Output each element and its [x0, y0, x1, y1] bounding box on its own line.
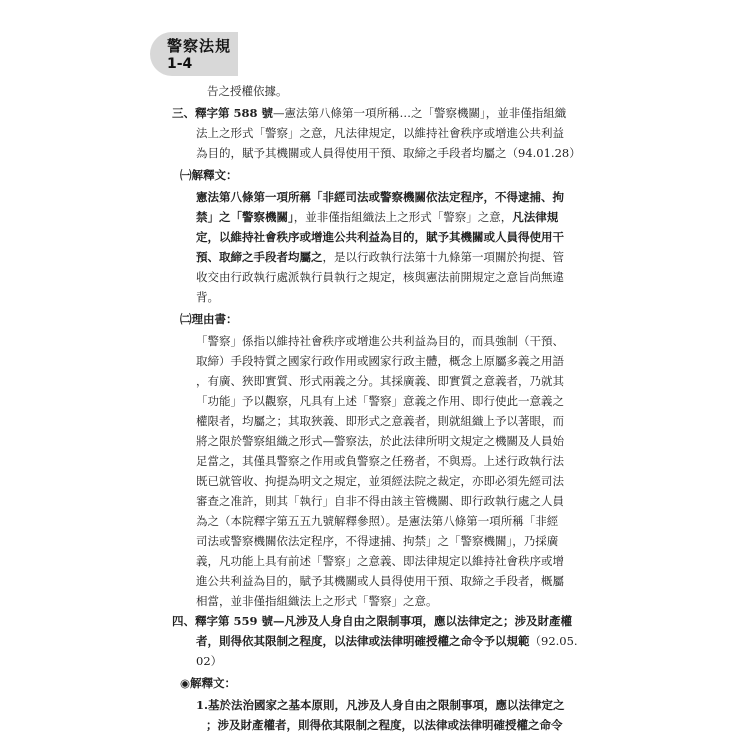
item3-subheading-reasoning: ㈡理由書： — [180, 312, 238, 326]
reasoning-line: 「功能」予以觀察，凡具有上述「警察」意義之作用、即行使此一意義之 — [196, 394, 564, 408]
item3-line-1 — [172, 104, 566, 122]
item4-line-2 — [196, 632, 578, 650]
reasoning-line: ，有廣、狹即實質、形式兩義之分。其採廣義、即實質之意義者，乃就其 — [196, 374, 564, 388]
item4-line1-text: —凡涉及人身自由之限制事項，應以法律定之；涉及財產權 — [273, 614, 573, 628]
item3-interp-line-3 — [196, 228, 564, 246]
item3-subheading-interpretation: ㈠解釋文： — [180, 168, 238, 182]
interp-text: ，是以行政執行法第十九條第一項關於拘提、管 — [322, 250, 564, 264]
reasoning-line: 相當，並非僅指組織法上之形式「警察」之意。 — [196, 594, 438, 608]
item4-ruling-number: 釋字第 559 號 — [195, 614, 274, 628]
reasoning-line: 既已就管收、拘提為明文之規定，並須經法院之裁定，亦即必須先經司法 — [196, 474, 564, 488]
reasoning-line: 取締）手段特質之國家行政作用或國家行政主體，概念上原屬多義之用語 — [196, 354, 564, 368]
item3-interp-line-2 — [196, 208, 558, 226]
interp-text-bold: 凡法律規 — [512, 210, 559, 224]
item3-line1-text: —憲法第八條第一項所稱…之「警察機關」，並非僅指組織 — [273, 106, 567, 120]
item3-interp-line-6 — [196, 288, 219, 306]
item4-line2-text: 者，則得依其限制之程度，以法律或法律明確授權之命令予以規範 — [196, 634, 530, 648]
item3-line-2: 法上之形式「警察」之意，凡法律規定，以維持社會秩序或增進公共利益 — [196, 126, 564, 140]
interp-text: ，並非僅指組織法上之形式「警察」之意， — [293, 210, 513, 224]
reasoning-line: 進公共利益為目的，賦予其機關或人員得使用干預、取締之手段者，概屬 — [196, 574, 564, 588]
reasoning-line: 權限者，均屬之；其取狹義、即形式之意義者，則就組織上予以著眼，而 — [196, 414, 564, 428]
item3-interp-line-4 — [196, 248, 564, 266]
intro-line: 告之授權依據。 — [207, 84, 288, 98]
interp-text: 背。 — [196, 290, 219, 304]
reasoning-line: 將之限於警察組織之形式—警察法，於此法律所明文規定之機關及人員始 — [196, 434, 564, 448]
item4-line-1 — [172, 612, 572, 630]
item4-interp-line-2: ；涉及財產權者，則得依其限制之程度，以法律或法律明確授權之命令 — [206, 718, 563, 732]
reasoning-line: 「警察」係指以維持社會秩序或增進公共利益為目的，而具強制（干預、 — [196, 334, 564, 348]
item3-interp-line-1 — [196, 188, 564, 206]
interp-text-bold: 憲法第八條第一項所稱「非經司法或警察機關依法定程序，不得逮捕、拘 — [196, 190, 564, 204]
item4-date-part: （92.05. — [529, 634, 578, 648]
reasoning-line: 足當之，其僅具警察之作用或負警察之任務者，不與焉。上述行政執行法 — [196, 454, 564, 468]
running-header-title: 警察法規 — [167, 37, 232, 55]
item3-line-3: 為目的，賦予其機關或人員得使用干預、取締之手段者均屬之（94.01.28） — [196, 146, 581, 160]
interp-text-bold: 禁」之「警察機關」 — [196, 210, 294, 224]
item4-line-3: 02） — [196, 654, 223, 668]
reasoning-line: 審查之准許，則其「執行」自非不得由該主管機關、即行政執行處之人員 — [196, 494, 564, 508]
item3-ruling-number: 釋字第 588 號 — [195, 106, 274, 120]
item3-marker: 三、 — [172, 106, 195, 120]
interp-text-bold: 定，以維持社會秩序或增進公共利益為目的，賦予其機關或人員得使用干 — [196, 230, 564, 244]
running-header-page-number: 1-4 — [167, 56, 193, 72]
item4-interp-line-1: 1.基於法治國家之基本原則，凡涉及人身自由之限制事項，應以法律定之 — [196, 698, 565, 712]
item4-subheading-interpretation: ◉解釋文： — [180, 676, 237, 690]
item4-marker: 四、 — [172, 614, 195, 628]
reasoning-line: 為之（本院釋字第五五九號解釋參照）。是憲法第八條第一項所稱「非經 — [196, 514, 559, 528]
item3-interp-line-5 — [196, 268, 564, 286]
reasoning-line: 司法或警察機關依法定程序，不得逮捕、拘禁」之「警察機關」，乃採廣 — [196, 534, 559, 548]
reasoning-line: 義，凡功能上具有前述「警察」之意義、即法律規定以維持社會秩序或增 — [196, 554, 564, 568]
interp-text-bold: 預、取締之手段者均屬之 — [196, 250, 323, 264]
interp-text: 收交由行政執行處派執行員執行之規定，核與憲法前開規定之意旨尚無違 — [196, 270, 564, 284]
